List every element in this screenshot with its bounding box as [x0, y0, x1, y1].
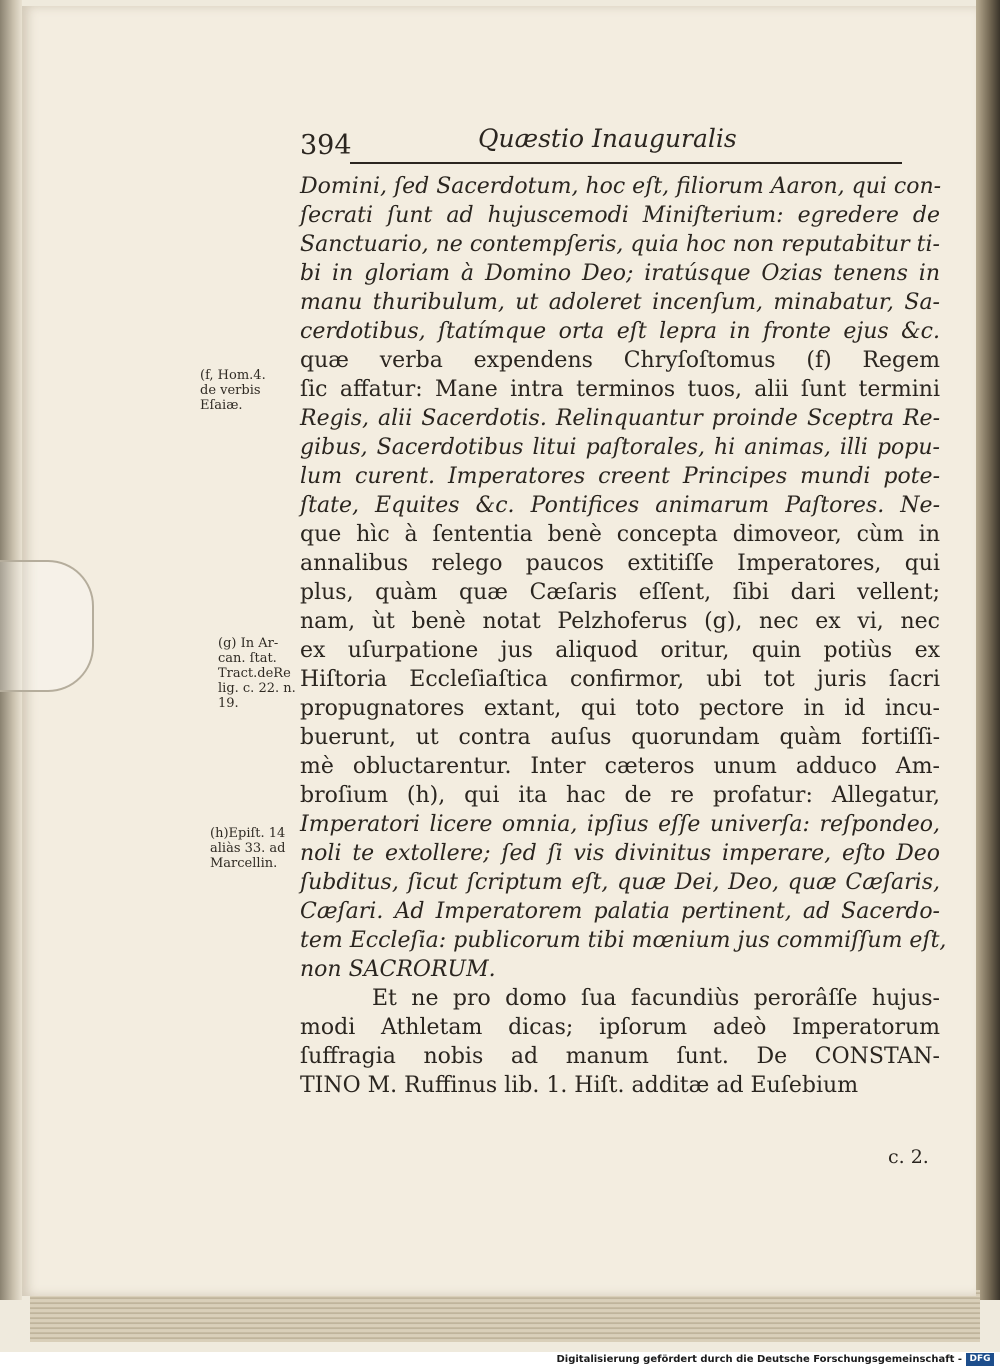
- text-line: annalibus relego paucos extitiſſe Imperatores, qui: [300, 551, 940, 576]
- text-line: ſuffragia nobis ad manum ſunt. De CONSTAN-: [300, 1044, 940, 1069]
- text-line: nam, ùt benè notat Pelzhoferus (g), nec ex vi, nec: [300, 609, 940, 634]
- text-line: mè obluctarentur. Inter cæteros unum adduco Am-: [300, 754, 940, 779]
- text-line: broſium (h), qui ita hac de re profatur: Allegatur,: [300, 783, 940, 808]
- text-line: non SACRORUM.: [300, 957, 496, 982]
- text-line: Et ne pro domo ſua facundiùs perorâſſe hujus-: [372, 986, 940, 1011]
- text-line: ex uſurpatione jus aliquod oritur, quin potiùs ex: [300, 638, 940, 663]
- text-line: cerdotibus, ſtatímque orta eſt lepra in fronte ejus &c.: [300, 319, 940, 344]
- page-header: [300, 124, 904, 172]
- text-line: propugnatores extant, qui toto pectore in id incu-: [300, 696, 940, 721]
- page-edge-right: [976, 0, 1000, 1300]
- text-line: ſtate, Equites &c. Pontifices animarum Paſtores. Ne-: [300, 493, 940, 518]
- text-line: Domini, ſed Sacerdotum, hoc eſt, filiorum Aaron, qui con-: [300, 174, 942, 199]
- text-line: Cæſari. Ad Imperatorem palatia pertinent, ad Sacerdo-: [300, 899, 940, 924]
- text-line: Hiſtoria Eccleſiaſtica confirmor, ubi tot juris ſacri: [300, 667, 940, 692]
- text-line: que hìc à ſententia benè concepta dimoveor, cùm in: [300, 522, 940, 547]
- text-line: quæ verba expendens Chryſoſtomus (f) Regem: [300, 348, 940, 373]
- text-line: TINO M. Ruffinus lib. 1. Hiſt. additæ ad Euſebium: [300, 1073, 859, 1098]
- page-stack-bottom: [30, 1290, 980, 1342]
- text-line: plus, quàm quæ Cæſaris eſſent, ſibi dari vellent;: [300, 580, 940, 605]
- digitization-credit: Digitalisierung gefördert durch die Deutsche Forschungsgemeinschaft -: [556, 1354, 962, 1365]
- running-title: Quæstio Inauguralis: [478, 124, 737, 153]
- margin-note-f: (f, Hom.4. de verbis Eſaiæ.: [200, 368, 266, 413]
- dfg-logo: DFG: [966, 1353, 994, 1366]
- margin-note-g: (g) In Ar- can. ſtat. Tract.deRe lig. c. 22. n. 19.: [218, 636, 296, 711]
- text-line: bi in gloriam à Domino Deo; iratúsque Ozias tenens in: [300, 261, 940, 286]
- margin-note-h: (h)Epiſt. 14 aliàs 33. ad Marcellin.: [210, 826, 286, 871]
- text-line: lum curent. Imperatores creent Principes mundi pote-: [300, 464, 940, 489]
- text-line: Imperatori licere omnia, ipſius eſſe univerſa: reſpondeo,: [300, 812, 940, 837]
- text-line: tem Eccleſia: publicorum tibi mœnium jus commiſſum eſt,: [300, 928, 947, 953]
- text-line: buerunt, ut contra auſus quorundam quàm fortiſſi-: [300, 725, 940, 750]
- text-line: gibus, Sacerdotibus litui paſtorales, hi animas, illi popu-: [300, 435, 940, 460]
- text-line: Sanctuario, ne contempſeris, quia hoc non reputabitur ti-: [300, 232, 940, 257]
- page-clip: [0, 560, 94, 692]
- text-line: manu thuribulum, ut adoleret incenſum, minabatur, Sa-: [300, 290, 940, 315]
- main-text-block: [300, 172, 947, 1100]
- page-number: 394: [300, 130, 352, 161]
- catchword: c. 2.: [888, 1146, 929, 1168]
- text-line: Regis, alii Sacerdotis. Relinquantur proinde Sceptra Re-: [300, 406, 940, 431]
- text-line: noli te extollere; ſed ſi vis divinitus imperare, eſto Deo: [300, 841, 940, 866]
- text-line: ſecrati ſunt ad hujuscemodi Miniſterium: egredere de: [300, 203, 940, 228]
- text-line: modi Athletam dicas; ipſorum adeò Imperatorum: [300, 1015, 940, 1040]
- text-line: ſic affatur: Mane intra terminos tuos, alii ſunt termini: [300, 377, 940, 402]
- header-rule: [350, 162, 902, 164]
- text-line: ſubditus, ſicut ſcriptum eſt, quæ Dei, Deo, quæ Cæſaris,: [300, 870, 940, 895]
